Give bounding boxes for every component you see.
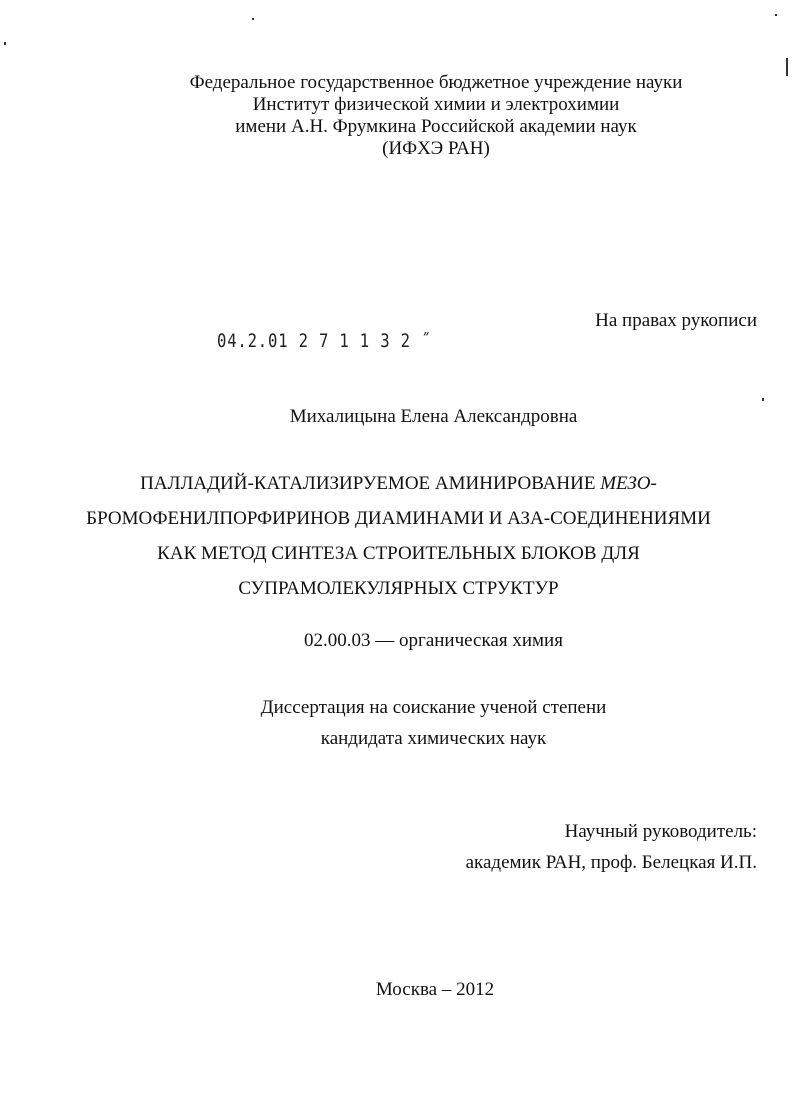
- scan-speck: [762, 398, 764, 401]
- rights-note: На правах рукописи: [595, 310, 757, 331]
- place-year-block: [0, 979, 797, 1001]
- institution-abbreviation: (ИФХЭ РАН): [382, 138, 490, 159]
- institution-line-1: Федеральное государственное бюджетное учреждение науки: [189, 72, 683, 93]
- title-line-4: СУПРАМОЛЕКУЛЯРНЫХ СТРУКТУР: [238, 578, 559, 599]
- specialty-code: 02.00.03 — органическая химия: [304, 630, 563, 651]
- title-line-1: [0, 466, 797, 501]
- supervisor-name: академик РАН, проф. Белецкая И.П.: [465, 852, 757, 873]
- place-year: Москва – 2012: [375, 979, 495, 1000]
- degree-line-1: Диссертация на соискание ученой степени: [260, 697, 607, 718]
- title-line-1-suffix: -: [650, 473, 657, 494]
- title-line-3: КАК МЕТОД СИНТЕЗА СТРОИТЕЛЬНЫХ БЛОКОВ ДЛЯ: [157, 543, 640, 564]
- registration-stamp: 04.2.01 2 7 1 1 3 2 ˝: [217, 330, 432, 352]
- institution-line-3: имени А.Н. Фрумкина Российской академии наук: [235, 116, 637, 137]
- specialty-block: [0, 630, 797, 652]
- degree-block: [0, 692, 797, 754]
- title-line-1-prefix: ПАЛЛАДИЙ-КАТАЛИЗИРУЕМОЕ АМИНИРОВАНИЕ: [140, 473, 601, 494]
- institution-header: [0, 72, 797, 160]
- scan-speck: [252, 18, 254, 20]
- institution-line-2: Институт физической химии и электрохимии: [252, 94, 620, 115]
- degree-line-2: кандидата химических наук: [320, 728, 547, 749]
- title-line-1-italic: МЕЗО: [600, 473, 651, 494]
- scan-speck: [775, 14, 777, 16]
- author-name-block: [0, 406, 797, 428]
- supervisor-label: Научный руководитель:: [564, 821, 757, 842]
- scan-speck: [4, 42, 6, 45]
- author-name: Михалицына Елена Александровна: [289, 406, 578, 427]
- title-line-2: БРОМОФЕНИЛПОРФИРИНОВ ДИАМИНАМИ И АЗА-СОЕДИНЕНИЯМИ: [86, 508, 711, 529]
- dissertation-title: [0, 466, 797, 606]
